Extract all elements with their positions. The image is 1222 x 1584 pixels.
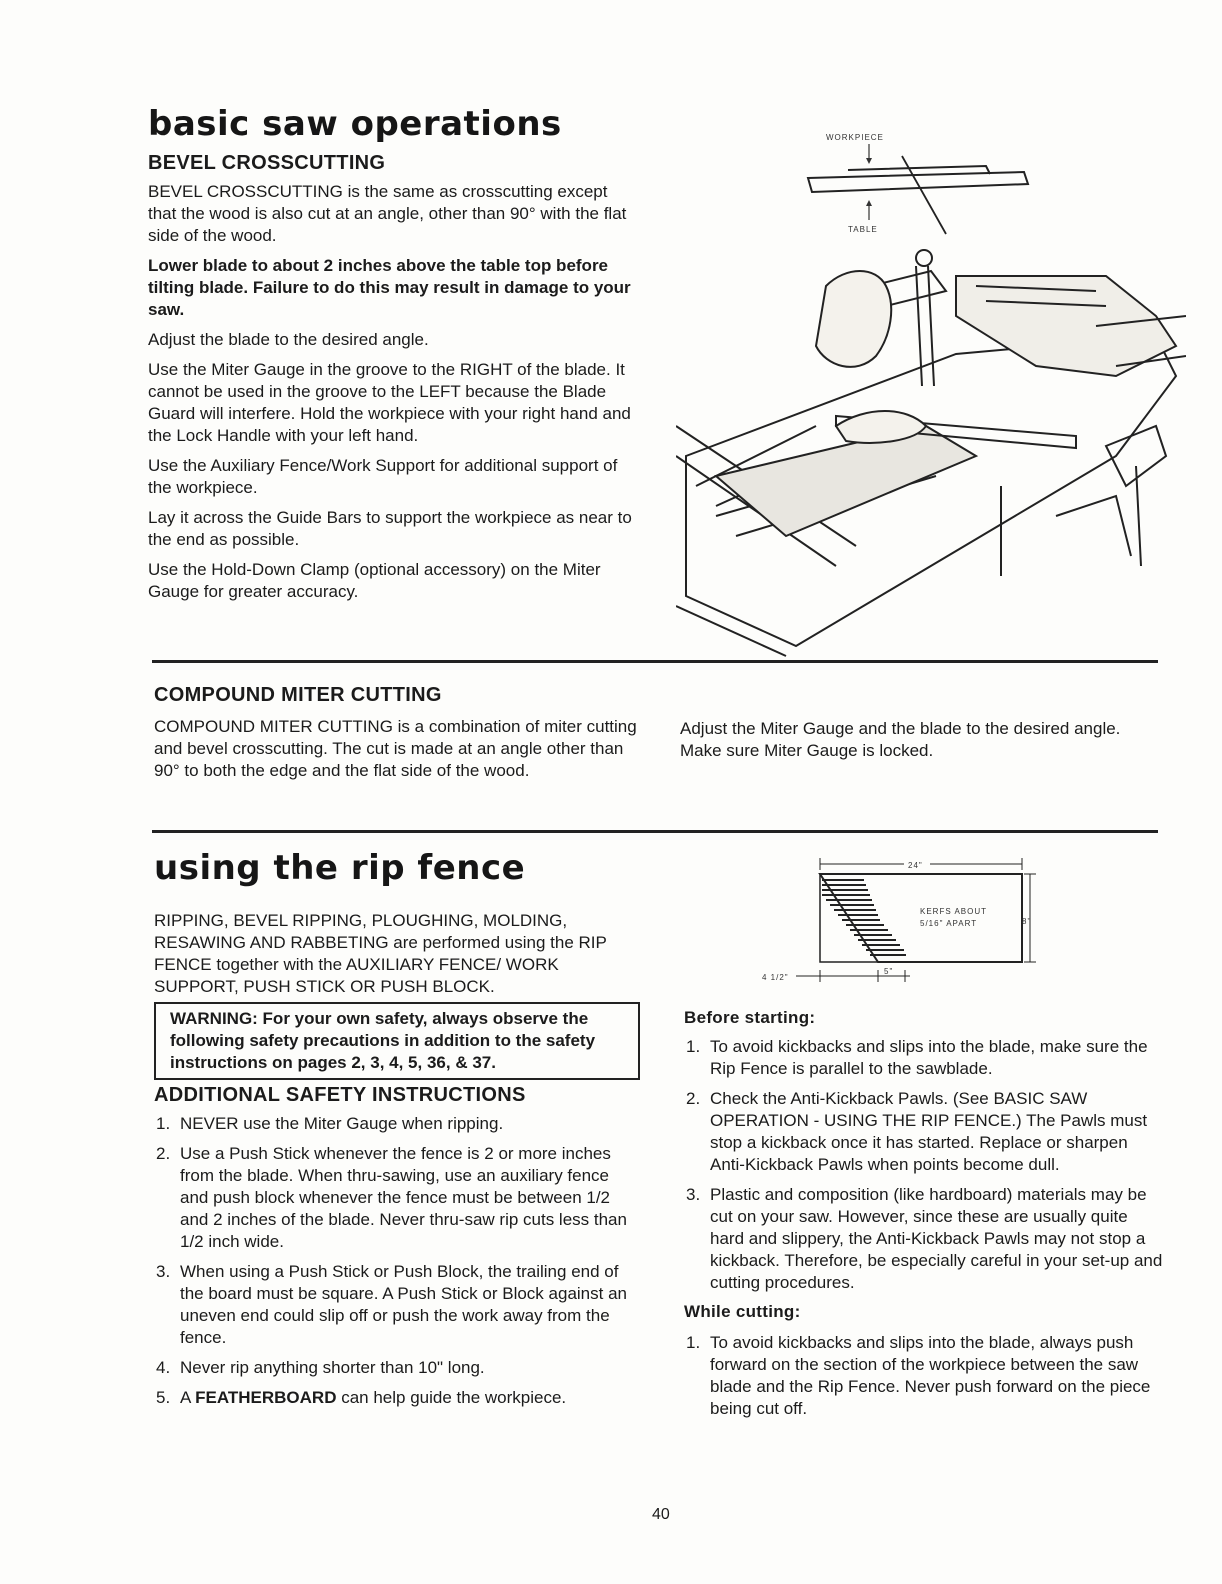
bevel-caution: Lower blade to about 2 inches above the table top before tilting blade. Failure to do this may result in damage to your saw. (148, 256, 631, 319)
list-item: 2. Check the Anti-Kickback Pawls. (See BASIC SAW OPERATION - USING THE RIP FENCE.) The Pawls must stop a kickback once it has started. Replace or sharpen Anti-Kickback Pawls when points become dull. (686, 1089, 1148, 1174)
list-item: 1. To avoid kickbacks and slips into the blade, always push forward on the section of the workpiece between the saw blade and the Rip Fence. Never push forward on the piece being cut off. (686, 1333, 1151, 1418)
kerfs-label-line1: KERFS ABOUT (920, 907, 988, 916)
push-block-diagram (760, 850, 1060, 988)
list-item: 4. Never rip anything shorter than 10" long. (156, 1358, 485, 1377)
list-item: 5. A FEATHERBOARD can help guide the workpiece. (156, 1388, 567, 1407)
bevel-section (148, 104, 638, 611)
bevel-paragraph-6: Lay it across the Guide Bars to support the workpiece as near to the end as possible. (148, 508, 632, 549)
safety-warning-box: WARNING: For your own safety, always observe the following safety precautions in addition to the safety instructions on pages 2, 3, 4, 5, 36, & 37. (154, 1002, 640, 1080)
heading-additional-safety-instructions: ADDITIONAL SAFETY INSTRUCTIONS (154, 1084, 526, 1106)
label-table: TABLE (848, 225, 878, 234)
bevel-paragraph-7: Use the Hold-Down Clamp (optional accessory) on the Miter Gauge for greater accuracy. (148, 560, 601, 601)
list-item: 3. Plastic and composition (like hardboard) materials may be cut on your saw. However, since these are usually quite hard and slippery, the Anti-Kickback Pawls may not stop a kickback. Therefore, be especially careful in your set-up and cutting procedures. (686, 1185, 1163, 1292)
rip-fence-section (154, 848, 640, 1417)
heading-before-starting: Before starting: (684, 1008, 816, 1027)
divider-1 (152, 660, 1158, 663)
list-item: 2. Use a Push Stick whenever the fence is 2 or more inches from the blade. When thru-sawing, use an auxiliary fence and push block whenever the fence must be between 1/2 and 2 inches of the blade. Never thru-saw rip cuts less than 1/2 inch wide. (156, 1144, 627, 1251)
section-title-basic-saw-operations: basic saw operations (148, 104, 562, 144)
compound-right-text: Adjust the Miter Gauge and the blade to the desired angle. Make sure Miter Gauge is locked. (680, 719, 1121, 760)
dim-height: 8" (1022, 917, 1032, 926)
compound-left-text: COMPOUND MITER CUTTING is a combination of miter cutting and bevel crosscutting. The cut is made at an angle other than 90° to both the edge and the flat side of the wood. (154, 717, 637, 780)
dim-bottom: 5" (884, 967, 894, 976)
bevel-crosscut-illustration (676, 126, 1186, 660)
divider-2 (152, 830, 1158, 833)
bevel-paragraph-3: Adjust the blade to the desired angle. (148, 330, 429, 349)
kerfs-label-line2: 5/16" APART (920, 919, 978, 928)
heading-while-cutting: While cutting: (684, 1302, 801, 1321)
list-item: 1. To avoid kickbacks and slips into the blade, make sure the Rip Fence is parallel to the sawblade. (686, 1037, 1148, 1078)
list-item: 3. When using a Push Stick or Push Block, the trailing end of the board must be square. A Push Stick or Block against an uneven end could slip off or push the work away from the fence. (156, 1262, 627, 1347)
label-workpiece: WORKPIECE (826, 133, 884, 142)
heading-bevel-crosscutting: BEVEL CROSSCUTTING (148, 152, 386, 174)
list-item: 1. NEVER use the Miter Gauge when ripping. (156, 1114, 504, 1133)
before-while-section (684, 1008, 1164, 1428)
bevel-paragraph-4: Use the Miter Gauge in the groove to the RIGHT of the blade. It cannot be used in the groove to the LEFT because the Blade Guard will interfere. Hold the workpiece with your right hand and the Lock Handle with your left hand. (148, 360, 631, 445)
heading-compound-miter-cutting: COMPOUND MITER CUTTING (154, 684, 442, 706)
rip-intro: RIPPING, BEVEL RIPPING, PLOUGHING, MOLDING, RESAWING AND RABBETING are performed using the RIP FENCE together with the AUXILIARY FENCE/ WORK SUPPORT, PUSH STICK OR PUSH BLOCK. (154, 911, 607, 996)
page-number: 40 (652, 1506, 670, 1523)
saw-drawing (676, 250, 1186, 656)
while-cutting-list (684, 1332, 1164, 1420)
before-starting-list (684, 1036, 1164, 1294)
dim-left: 4 1/2" (762, 973, 789, 982)
section-title-using-the-rip-fence: using the rip fence (154, 848, 526, 888)
dim-width: 24" (908, 861, 923, 870)
bevel-paragraph-5: Use the Auxiliary Fence/Work Support for additional support of the workpiece. (148, 456, 618, 497)
safety-instructions-list (154, 1113, 640, 1409)
bevel-paragraph-1: BEVEL CROSSCUTTING is the same as crosscutting except that the wood is also cut at an angle, other than 90° with the flat side of the wood. (148, 182, 627, 245)
